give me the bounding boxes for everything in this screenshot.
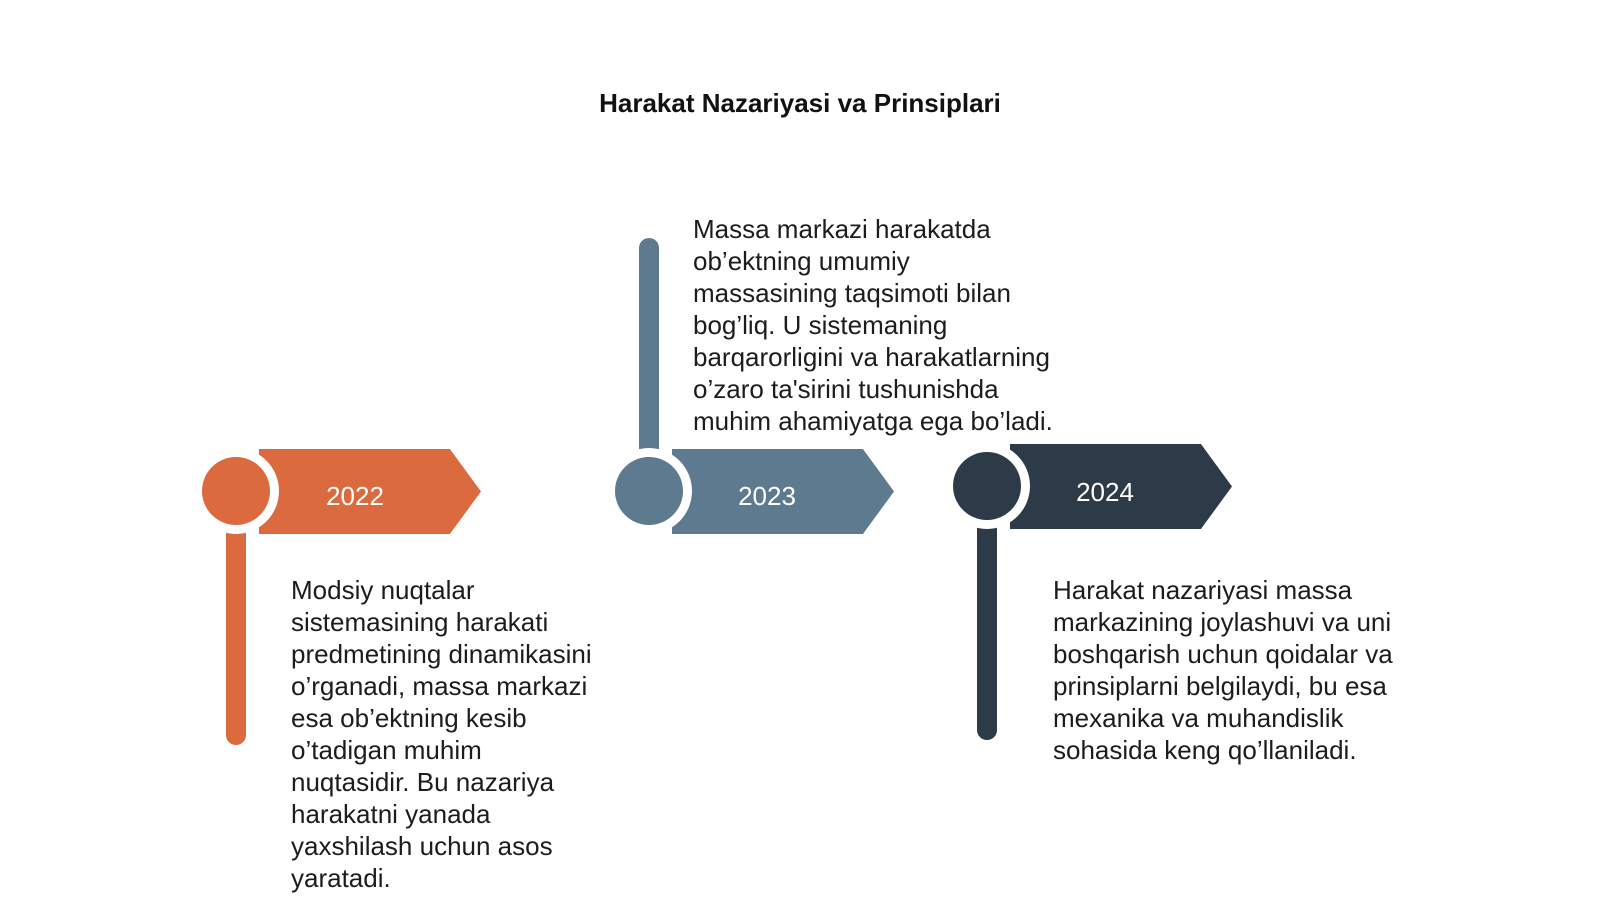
stem-2024 (977, 515, 997, 740)
milestone-dot-2022 (202, 457, 270, 525)
year-label-2023: 2023 (738, 481, 796, 511)
year-label-2022: 2022 (326, 481, 384, 511)
year-label-2024: 2024 (1076, 477, 1134, 507)
stem-2022 (226, 520, 246, 745)
milestone-text-2024: Harakat nazariyasi massa markazining joylashuvi va uni boshqarish uchun qoidalar va prinsiplarni belgilaydi, bu esa mexanika va muhandislik sohasida keng qo’llaniladi. (1053, 575, 1393, 765)
milestone-dot-2024 (953, 452, 1021, 520)
milestone-dot-2023 (615, 457, 683, 525)
milestone-text-2023: Massa markazi harakatda ob’ektning umumiy massasining taqsimoti bilan bog’liq. U sistemaning barqarorligini va harakatlarning o’zaro ta'sirini tushunishda muhim ahamiyatga ega bo’ladi. (693, 214, 1053, 436)
slide-title: Harakat Nazariyasi va Prinsiplari (599, 88, 1001, 118)
milestone-text-2022: Modsiy nuqtalar sistemasining harakati predmetining dinamikasini o’rganadi, massa markazi esa ob’ektning kesib o’tadigan muhim nuqtasidir. Bu nazariya harakatni yanada yaxshilash uchun asos yaratadi. (291, 575, 592, 893)
stem-2023 (639, 238, 659, 460)
